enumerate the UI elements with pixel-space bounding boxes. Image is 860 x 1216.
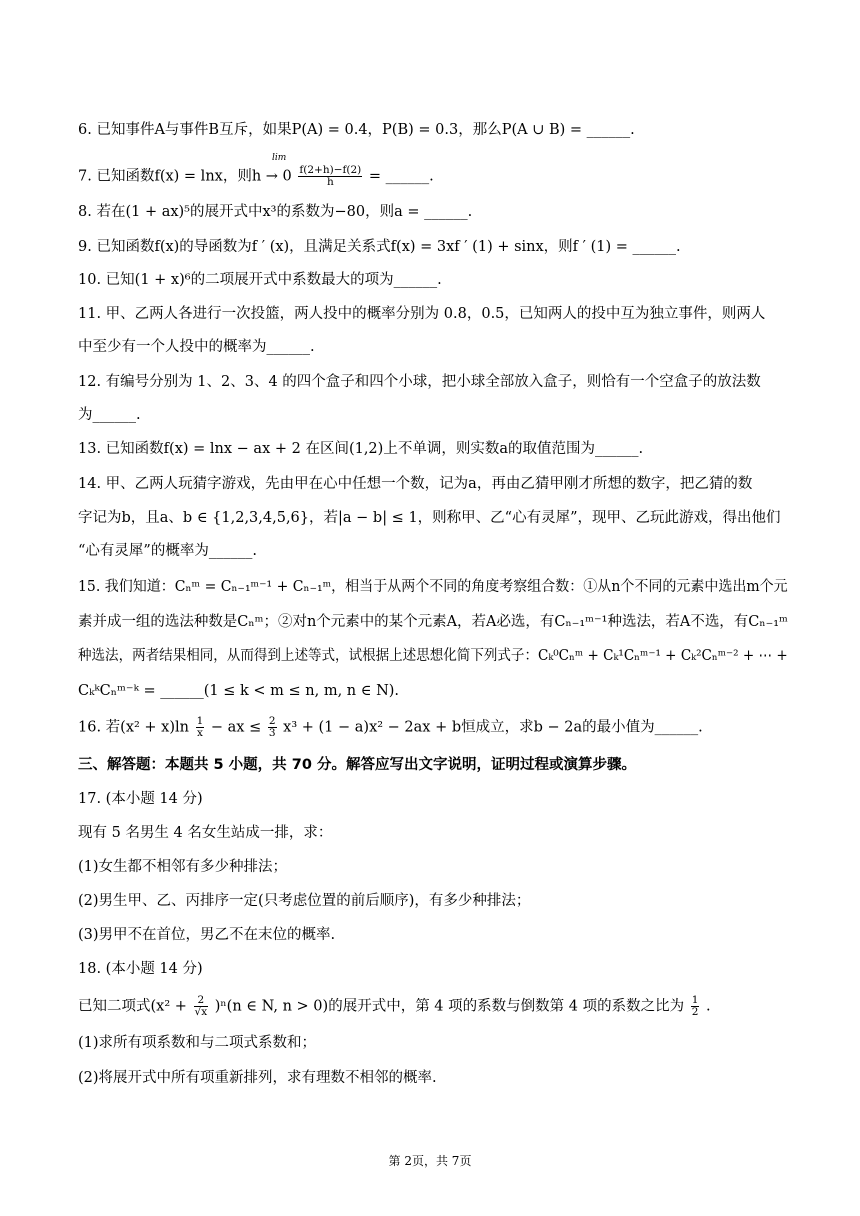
question-18-part1: (1)求所有项系数和与二项式系数和；	[78, 1035, 317, 1051]
question-17-part1: (1)女生都不相邻有多少种排法；	[78, 859, 288, 875]
question-7	[78, 165, 434, 188]
page-footer: 第 2页，共 7页	[388, 1154, 472, 1168]
fraction-denominator: 2	[691, 1006, 699, 1018]
question-number: 10.	[78, 272, 102, 288]
question-text: 已知函数f(x)的导函数为f ′ (x)，且满足关系式f(x) = 3xf ′ (1) + sinx，则f ′ (1) = ______.	[96, 239, 681, 255]
question-text-pre: 若(x² + x)ln	[105, 719, 189, 736]
question-14-line1	[78, 474, 752, 494]
question-15-line4: CₖᵏCₙᵐ⁻ᵏ = ______(1 ≤ k < m ≤ n, m, n ∈ N).	[78, 683, 400, 699]
fraction-two-over-sqrt-x	[194, 995, 209, 1018]
fraction-numerator: f(2+h)−f(2)	[299, 164, 362, 176]
fraction-numerator: 2	[194, 995, 209, 1007]
lim-label: lim	[272, 153, 287, 163]
question-12-line1	[78, 372, 761, 392]
section-three-heading: 三、解答题：本题共 5 小题，共 70 分。解答应写出文字说明，证明过程或演算步骤。	[78, 757, 636, 773]
fraction-denominator: 3	[268, 727, 276, 739]
question-text-post: = ______.	[368, 168, 434, 185]
question-number: 13.	[78, 441, 102, 457]
question-18-intro	[78, 995, 711, 1018]
question-15-line1	[78, 577, 788, 597]
question-17-part3: (3)男甲不在首位，男乙不在末位的概率.	[78, 927, 336, 943]
question-16	[78, 716, 703, 739]
question-number: 16.	[78, 719, 102, 736]
question-text-pre: 已知二项式(x² +	[78, 998, 192, 1015]
question-18-heading: 18. (本小题 14 分)	[78, 961, 203, 977]
question-17-heading: 17. (本小题 14 分)	[78, 791, 203, 807]
question-text-mid: − ax ≤	[210, 719, 266, 736]
question-17-intro: 现有 5 名男生 4 名女生站成一排，求：	[78, 825, 333, 841]
question-text-mid: )ⁿ(n ∈ N, n > 0)的展开式中，第 4 项的系数与倒数第 4 项的系数之比为	[214, 998, 685, 1015]
question-text: 有编号分别为 1、2、3、4 的四个盒子和四个小球，把小球全部放入盒子，则恰有一个空盒子的放法数	[105, 374, 761, 390]
question-14-line3: “心有灵犀”的概率为______.	[78, 543, 257, 559]
fraction-numerator: 2	[268, 715, 276, 727]
fraction-two-thirds	[268, 716, 277, 739]
question-6	[78, 120, 635, 140]
question-number: 9.	[78, 239, 92, 255]
fraction-denominator: √x	[194, 1006, 208, 1018]
question-text: 已知(1 + x)⁶的二项展开式中系数最大的项为______.	[105, 272, 442, 288]
question-9	[78, 237, 681, 257]
question-text: 甲、乙两人各进行一次投篮，两人投中的概率分别为 0.8，0.5，已知两人的投中互为独立事件，则两人	[105, 306, 766, 322]
fraction-numerator: 1	[196, 715, 204, 727]
question-number: 8.	[78, 204, 92, 220]
question-number: 6.	[78, 122, 92, 138]
question-15-line2: 素并成一组的选法种数是Cₙᵐ；②对n个元素中的某个元素A，若A必选，有Cₙ₋₁ᵐ⁻¹种选法，若A不选，有Cₙ₋₁ᵐ	[78, 614, 788, 630]
question-text-pre: 已知函数f(x) = lnx，则h → 0	[96, 168, 292, 185]
fraction-one-over-x	[196, 716, 205, 739]
question-15-line3: 种选法，两者结果相同，从而得到上述等式，试根据上述思想化简下列式子：Cₖ⁰Cₙᵐ + Cₖ¹Cₙᵐ⁻¹ + Cₖ²Cₙᵐ⁻² + ⋯ +	[78, 648, 788, 664]
question-8	[78, 202, 472, 222]
question-number: 11.	[78, 306, 102, 322]
question-12-line2: 为______.	[78, 407, 141, 423]
question-number: 12.	[78, 374, 102, 390]
question-text: 已知函数f(x) = lnx − ax + 2 在区间(1,2)上不单调，则实数a的取值范围为______.	[105, 441, 644, 457]
question-text: 甲、乙两人玩猜字游戏，先由甲在心中任想一个数，记为a，再由乙猜甲刚才所想的数字，把乙猜的数	[105, 476, 753, 492]
question-text-post: x³ + (1 − a)x² − 2ax + b恒成立，求b − 2a的最小值为______.	[283, 719, 703, 736]
question-text-post: .	[706, 998, 711, 1015]
fraction-one-half	[691, 995, 700, 1018]
question-18-part2: (2)将展开式中所有项重新排列，求有理数不相邻的概率.	[78, 1070, 437, 1086]
fraction-denominator: h	[326, 176, 334, 188]
limit-fraction	[298, 165, 362, 188]
fraction-numerator: 1	[691, 994, 699, 1006]
question-17-part2: (2)男生甲、乙、丙排序一定(只考虑位置的前后顺序)，有多少种排法；	[78, 893, 531, 909]
question-14-line2: 字记为b，且a、b ∈ {1,2,3,4,5,6}，若|a − b| ≤ 1，则称甲、乙“心有灵犀”，现甲、乙玩此游戏，得出他们	[78, 510, 781, 526]
question-number: 14.	[78, 476, 102, 492]
question-number: 7.	[78, 168, 92, 185]
question-text: 我们知道：Cₙᵐ = Cₙ₋₁ᵐ⁻¹ + Cₙ₋₁ᵐ，相当于从两个不同的角度考察组合数：①从n个不同的元素中选出m个元	[104, 579, 788, 595]
question-text: 已知事件A与事件B互斥，如果P(A) = 0.4，P(B) = 0.3，那么P(A ∪ B) = ______.	[96, 122, 635, 138]
question-11-line1	[78, 304, 765, 324]
question-10	[78, 270, 442, 290]
question-number: 15.	[78, 579, 101, 595]
question-text: 若在(1 + ax)⁵的展开式中x³的系数为−80，则a = ______.	[96, 204, 473, 220]
question-11-line2: 中至少有一个人投中的概率为______.	[78, 339, 315, 355]
question-13	[78, 439, 643, 459]
fraction-denominator: x	[196, 727, 203, 739]
